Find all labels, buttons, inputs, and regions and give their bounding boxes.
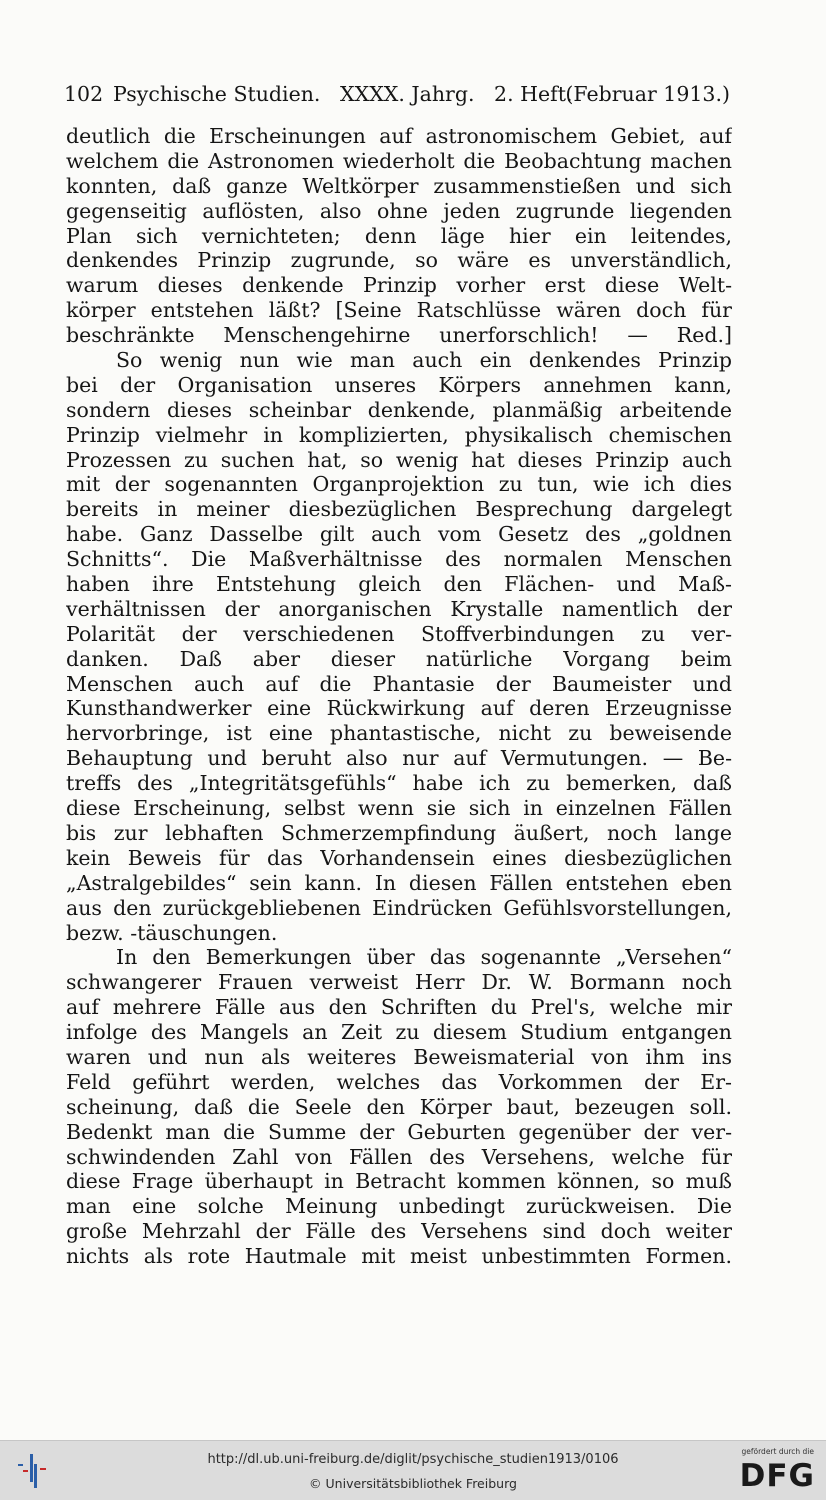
text-line: habe. Ganz Dasselbe gilt auch vom Gesetz des „goldnen xyxy=(66,522,732,547)
text-line: hervorbringe, ist eine phantastische, nicht zu beweisende xyxy=(66,721,732,746)
text-line: Polarität der verschiedenen Stoffverbindungen zu ver- xyxy=(66,621,732,646)
text-line: aus den zurückgebliebenen Eindrücken Gefühlsvorstellungen, xyxy=(66,895,732,920)
text-line: auf mehrere Fälle aus den Schriften du Prel's, welche mir xyxy=(66,995,732,1020)
paragraph-first-line: So wenig nun wie man auch ein denkendes Prinzip xyxy=(116,348,732,373)
text-line: schwindenden Zahl von Fällen des Versehens, welche für xyxy=(66,1144,732,1169)
text-line: Bedenkt man die Summe der Geburten gegenüber der ver- xyxy=(66,1119,732,1144)
text-line: kein Beweis für das Vorhandensein eines diesbezüglichen xyxy=(66,845,732,870)
text-line: Kunsthandwerker eine Rückwirkung auf deren Erzeugnisse xyxy=(66,696,732,721)
document-url[interactable]: http://dl.ub.uni-freiburg.de/diglit/psychische_studien1913/0106 xyxy=(207,1452,619,1467)
journal-title: Psychische Studien. XXXX. Jahrg. 2. Heft. xyxy=(113,82,573,106)
text-line: scheinung, daß die Seele den Körper baut, bezeugen soll. xyxy=(66,1094,732,1119)
text-line: Feld geführt werden, welches das Vorkommen der Er- xyxy=(66,1069,732,1094)
text-line: infolge des Mangels an Zeit zu diesem Studium entgangen xyxy=(66,1020,732,1045)
paragraph-first-line: In den Bemerkungen über das sogenannte „Versehen“ xyxy=(116,945,732,970)
text-line: Prinzip vielmehr in komplizierten, physikalisch chemischen xyxy=(66,422,732,447)
text-line: Behauptung und beruht also nur auf Vermutungen. — Be- xyxy=(66,746,732,771)
text-line: denkendes Prinzip zugrunde, so wäre es unverständlich, xyxy=(66,248,732,273)
text-line: sondern dieses scheinbar denkende, planmäßig arbeitende xyxy=(66,397,732,422)
text-line: schwangerer Frauen verweist Herr Dr. W. Bormann noch xyxy=(66,970,732,995)
text-line: mit der sogenannten Organprojektion zu tun, wie ich dies xyxy=(66,472,732,497)
text-line: Menschen auch auf die Phantasie der Baumeister und xyxy=(66,671,732,696)
text-line: danken. Daß aber dieser natürliche Vorgang beim xyxy=(66,646,732,671)
text-line: welchem die Astronomen wiederholt die Beobachtung machen xyxy=(66,148,732,173)
body-text xyxy=(66,124,732,1269)
text-line: bereits in meiner diesbezüglichen Besprechung dargelegt xyxy=(66,497,732,522)
text-line: haben ihre Entstehung gleich den Flächen- und Maß- xyxy=(66,572,732,597)
text-line: „Astralgebildes“ sein kann. In diesen Fällen entstehen eben xyxy=(66,870,732,895)
text-line: körper entstehen läßt? [Seine Ratschlüsse wären doch für xyxy=(66,298,732,323)
text-line: Schnitts“. Die Maßverhältnisse des normalen Menschen xyxy=(66,547,732,572)
text-line: beschränkte Menschengehirne unerforschlich! — Red.] xyxy=(66,323,732,348)
text-line: konnten, daß ganze Weltkörper zusammenstießen und sich xyxy=(66,173,732,198)
text-line: treffs des „Integritätsgefühls“ habe ich zu bemerken, daß xyxy=(66,771,732,796)
sponsor-note: gefördert durch die xyxy=(741,1447,814,1456)
viewer-footer xyxy=(0,1440,826,1500)
text-line: Plan sich vernichteten; denn läge hier ein leitendes, xyxy=(66,223,732,248)
text-line: waren und nun als weiteres Beweismaterial von ihm ins xyxy=(66,1044,732,1069)
page-number: 102 xyxy=(64,82,104,106)
text-line: bis zur lebhaften Schmerzempfindung äußert, noch lange xyxy=(66,820,732,845)
text-line: warum dieses denkende Prinzip vorher erst diese Welt- xyxy=(66,273,732,298)
text-line: Prozessen zu suchen hat, so wenig hat dieses Prinzip auch xyxy=(66,447,732,472)
text-line: diese Erscheinung, selbst wenn sie sich in einzelnen Fällen xyxy=(66,796,732,821)
paragraph-last-line: bezw. -täuschungen. xyxy=(66,920,278,945)
copyright-notice: © Universitätsbibliothek Freiburg xyxy=(309,1476,517,1491)
dfg-logo: DFG xyxy=(739,1458,815,1494)
running-header xyxy=(64,82,730,112)
text-line: große Mehrzahl der Fälle des Versehens sind doch weiter xyxy=(66,1219,732,1244)
text-line: verhältnissen der anorganischen Krystalle namentlich der xyxy=(66,596,732,621)
text-line: man eine solche Meinung unbedingt zurückweisen. Die xyxy=(66,1194,732,1219)
issue-date: (Februar 1913.) xyxy=(565,82,730,106)
text-line: gegenseitig auflösten, also ohne jeden zugrunde liegenden xyxy=(66,198,732,223)
text-line: nichts als rote Hautmale mit meist unbestimmten Formen. xyxy=(66,1244,732,1269)
text-line: deutlich die Erscheinungen auf astronomischem Gebiet, auf xyxy=(66,124,732,148)
text-line: bei der Organisation unseres Körpers annehmen kann, xyxy=(66,372,732,397)
text-line: diese Frage überhaupt in Betracht kommen können, so muß xyxy=(66,1169,732,1194)
